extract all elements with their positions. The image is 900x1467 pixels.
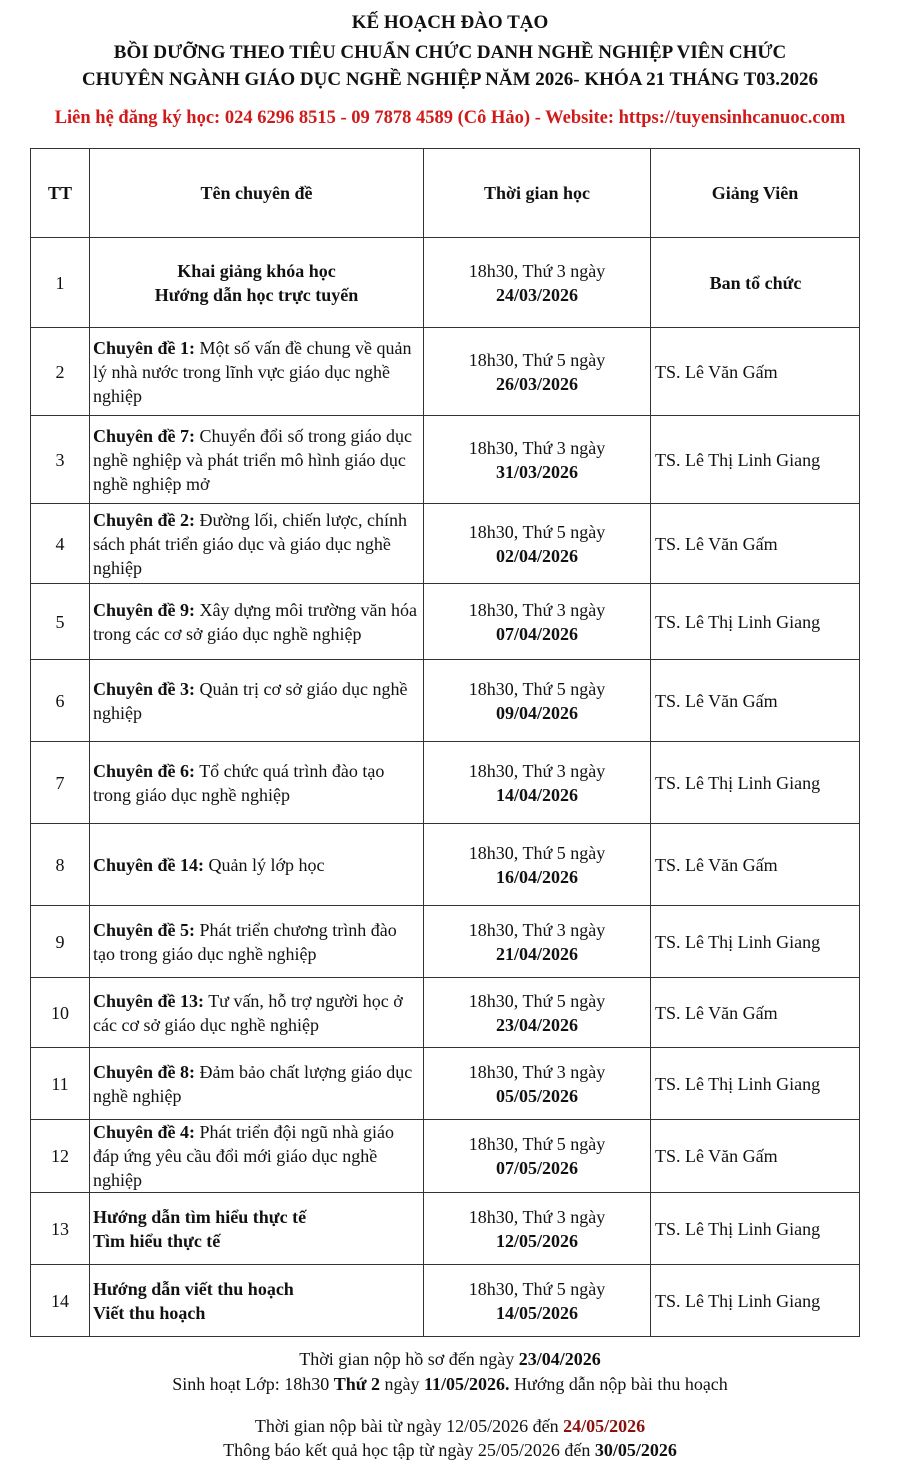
time-cell <box>424 328 651 416</box>
footer-date: 23/04/2026 <box>518 1349 601 1369</box>
time-weekday: 18h30, Thứ 3 ngày <box>468 1206 606 1227</box>
topic-description: Phát triển chương trình đào tạo trong giáo dục nghề nghiệp <box>93 919 397 964</box>
lecturer-cell: TS. Lê Văn Gấm <box>651 328 860 416</box>
table-row <box>31 238 860 328</box>
table-row <box>31 742 860 824</box>
column-header-topic: Tên chuyên đề <box>90 149 424 238</box>
footer-text: Thời gian nộp hồ sơ đến ngày <box>299 1349 519 1369</box>
table-row <box>31 824 860 906</box>
topic-title: Chuyên đề 14: <box>93 854 205 875</box>
row-number: 10 <box>31 978 90 1048</box>
time-weekday: 18h30, Thứ 5 ngày <box>468 842 606 863</box>
table-row <box>31 504 860 584</box>
row-number: 9 <box>31 906 90 978</box>
row-number: 4 <box>31 504 90 584</box>
footer-results <box>0 1440 900 1461</box>
time-date: 31/03/2026 <box>495 461 578 482</box>
time-date: 21/04/2026 <box>495 943 578 964</box>
table-row <box>31 416 860 504</box>
time-cell <box>424 504 651 584</box>
column-header-lecturer: Giảng Viên <box>651 149 860 238</box>
row-number: 11 <box>31 1048 90 1120</box>
table-row <box>31 978 860 1048</box>
row-number: 5 <box>31 584 90 660</box>
time-date: 05/05/2026 <box>495 1085 578 1106</box>
time-date: 24/03/2026 <box>495 284 578 305</box>
footer-date: 30/05/2026 <box>594 1440 677 1460</box>
topic-cell <box>90 1120 424 1193</box>
time-cell <box>424 660 651 742</box>
topic-title: Chuyên đề 9: <box>93 599 196 620</box>
lecturer-cell: Ban tổ chức <box>651 238 860 328</box>
table-row <box>31 1265 860 1337</box>
row-number: 14 <box>31 1265 90 1337</box>
lecturer-cell: TS. Lê Thị Linh Giang <box>651 906 860 978</box>
lecturer-cell: TS. Lê Văn Gấm <box>651 660 860 742</box>
topic-title: Chuyên đề 13: <box>93 990 205 1011</box>
footer-class-meeting <box>0 1374 900 1395</box>
topic-cell <box>90 328 424 416</box>
topic-cell <box>90 584 424 660</box>
time-cell <box>424 584 651 660</box>
time-cell <box>424 1048 651 1120</box>
column-header-time: Thời gian học <box>424 149 651 238</box>
topic-description: Quản lý lớp học <box>204 854 325 875</box>
topic-description: Đảm bảo chất lượng giáo dục nghề nghiệp <box>93 1061 413 1106</box>
topic-cell <box>90 742 424 824</box>
lecturer-cell: TS. Lê Văn Gấm <box>651 504 860 584</box>
column-header-tt: TT <box>31 149 90 238</box>
time-date: 26/03/2026 <box>495 373 578 394</box>
row-number: 6 <box>31 660 90 742</box>
time-date: 12/05/2026 <box>495 1230 578 1251</box>
topic-cell <box>90 1265 424 1337</box>
topic-title: Chuyên đề 2: <box>93 509 196 530</box>
time-date: 14/05/2026 <box>495 1302 578 1323</box>
time-cell <box>424 416 651 504</box>
footer-date: 24/05/2026 <box>563 1416 646 1436</box>
footer-date: 11/05/2026. <box>424 1374 510 1394</box>
topic-description: Tư vấn, hỗ trợ người học ở các cơ sở giáo dục nghề nghiệp <box>93 990 403 1035</box>
topic-description: Phát triển đội ngũ nhà giáo đáp ứng yêu cầu đổi mới giáo dục nghề nghiệp <box>93 1122 394 1190</box>
document-subtitle-2: CHUYÊN NGÀNH GIÁO DỤC NGHỀ NGHIỆP NĂM 2026- KHÓA 21 THÁNG T03.2026 <box>81 69 819 90</box>
time-weekday: 18h30, Thứ 3 ngày <box>468 437 606 458</box>
table-row <box>31 328 860 416</box>
time-weekday: 18h30, Thứ 5 ngày <box>468 1278 606 1299</box>
row-number: 7 <box>31 742 90 824</box>
time-date: 23/04/2026 <box>495 1014 578 1035</box>
topic-title: Chuyên đề 8: <box>93 1061 196 1082</box>
lecturer-cell: TS. Lê Thị Linh Giang <box>651 1048 860 1120</box>
lecturer-cell: TS. Lê Văn Gấm <box>651 824 860 906</box>
document-title: KẾ HOẠCH ĐÀO TẠO <box>351 12 549 33</box>
time-cell <box>424 824 651 906</box>
time-date: 14/04/2026 <box>495 784 578 805</box>
time-weekday: 18h30, Thứ 3 ngày <box>468 919 606 940</box>
lecturer-cell: TS. Lê Thị Linh Giang <box>651 584 860 660</box>
topic-title: Chuyên đề 4: <box>93 1122 196 1142</box>
table-row <box>31 906 860 978</box>
topic-title: Chuyên đề 5: <box>93 919 196 940</box>
topic-description: Đường lối, chiến lược, chính sách phát triển giáo dục và giáo dục nghề nghiệp <box>93 509 408 578</box>
topic-cell <box>90 238 424 328</box>
topic-description: Quản trị cơ sở giáo dục nghề nghiệp <box>93 678 408 723</box>
time-weekday: 18h30, Thứ 5 ngày <box>468 521 606 542</box>
time-weekday: 18h30, Thứ 3 ngày <box>468 599 606 620</box>
topic-cell <box>90 1193 424 1265</box>
topic-description: Tổ chức quá trình đào tạo trong giáo dục nghề nghiệp <box>93 760 385 805</box>
footer-text: Sinh hoạt Lớp: 18h30 <box>172 1374 334 1394</box>
topic-description: Xây dựng môi trường văn hóa trong các cơ sở giáo dục nghề nghiệp <box>93 599 418 644</box>
table-row <box>31 660 860 742</box>
table-header-row <box>31 149 860 238</box>
time-cell <box>424 1193 651 1265</box>
document-subtitle: BỒI DƯỠNG THEO TIÊU CHUẨN CHỨC DANH NGHỀ NGHIỆP VIÊN CHỨC <box>113 42 787 63</box>
time-weekday: 18h30, Thứ 5 ngày <box>468 990 606 1011</box>
footer-day: Thứ 2 <box>333 1374 381 1394</box>
time-cell <box>424 1120 651 1193</box>
row-number: 8 <box>31 824 90 906</box>
footer-text: Thời gian nộp bài từ ngày 12/05/2026 đến <box>254 1416 564 1436</box>
topic-cell <box>90 416 424 504</box>
time-date: 07/05/2026 <box>495 1158 578 1178</box>
table-row <box>31 1120 860 1193</box>
topic-cell <box>90 504 424 584</box>
table-row <box>31 1048 860 1120</box>
schedule-table <box>30 148 860 1337</box>
lecturer-cell: TS. Lê Văn Gấm <box>651 1120 860 1193</box>
row-number: 13 <box>31 1193 90 1265</box>
footer-submission <box>0 1416 900 1437</box>
footer-text: Hướng dẫn nộp bài thu hoạch <box>509 1374 728 1394</box>
footer-text: Thông báo kết quả học tập từ ngày 25/05/2026 đến <box>223 1440 595 1460</box>
time-cell <box>424 978 651 1048</box>
row-number: 12 <box>31 1120 90 1193</box>
time-date: 09/04/2026 <box>495 702 578 723</box>
time-cell <box>424 238 651 328</box>
topic-title: Hướng dẫn tìm hiểu thực tế Tìm hiểu thực tế <box>93 1206 307 1251</box>
topic-cell <box>90 824 424 906</box>
topic-title: Chuyên đề 6: <box>93 760 196 781</box>
lecturer-cell: TS. Lê Văn Gấm <box>651 978 860 1048</box>
topic-cell <box>90 660 424 742</box>
row-number: 3 <box>31 416 90 504</box>
time-date: 16/04/2026 <box>495 866 578 887</box>
topic-cell <box>90 1048 424 1120</box>
lecturer-cell: TS. Lê Thị Linh Giang <box>651 742 860 824</box>
table-row <box>31 1193 860 1265</box>
lecturer-cell: TS. Lê Thị Linh Giang <box>651 416 860 504</box>
topic-title: Khai giảng khóa học Hướng dẫn học trực tuyến <box>154 260 359 305</box>
row-number: 2 <box>31 328 90 416</box>
topic-cell <box>90 978 424 1048</box>
time-weekday: 18h30, Thứ 5 ngày <box>468 349 606 370</box>
time-cell <box>424 1265 651 1337</box>
time-weekday: 18h30, Thứ 5 ngày <box>468 678 606 699</box>
lecturer-cell: TS. Lê Thị Linh Giang <box>651 1265 860 1337</box>
contact-line: Liên hệ đăng ký học: 024 6296 8515 - 09 7878 4589 (Cô Hảo) - Website: https://tuyensinhcanuoc.com <box>54 108 846 128</box>
topic-title: Chuyên đề 3: <box>93 678 196 699</box>
topic-description: Chuyển đổi số trong giáo dục nghề nghiệp và phát triển mô hình giáo dục nghề nghiệp mở <box>93 425 412 494</box>
topic-description: Một số vấn đề chung về quản lý nhà nước trong lĩnh vực giáo dục nghề nghiệp <box>93 337 412 406</box>
time-weekday: 18h30, Thứ 3 ngày <box>468 260 606 281</box>
lecturer-cell: TS. Lê Thị Linh Giang <box>651 1193 860 1265</box>
footer-deadline <box>0 1349 900 1370</box>
topic-title: Chuyên đề 7: <box>93 425 196 446</box>
time-cell <box>424 906 651 978</box>
time-weekday: 18h30, Thứ 5 ngày <box>468 1134 606 1154</box>
time-date: 07/04/2026 <box>495 623 578 644</box>
time-date: 02/04/2026 <box>495 545 578 566</box>
topic-cell <box>90 906 424 978</box>
table-row <box>31 584 860 660</box>
topic-title: Hướng dẫn viết thu hoạch Viết thu hoạch <box>93 1278 294 1323</box>
topic-title: Chuyên đề 1: <box>93 337 196 358</box>
time-weekday: 18h30, Thứ 3 ngày <box>468 1061 606 1082</box>
footer-text: ngày <box>380 1374 425 1394</box>
row-number: 1 <box>31 238 90 328</box>
time-weekday: 18h30, Thứ 3 ngày <box>468 760 606 781</box>
time-cell <box>424 742 651 824</box>
